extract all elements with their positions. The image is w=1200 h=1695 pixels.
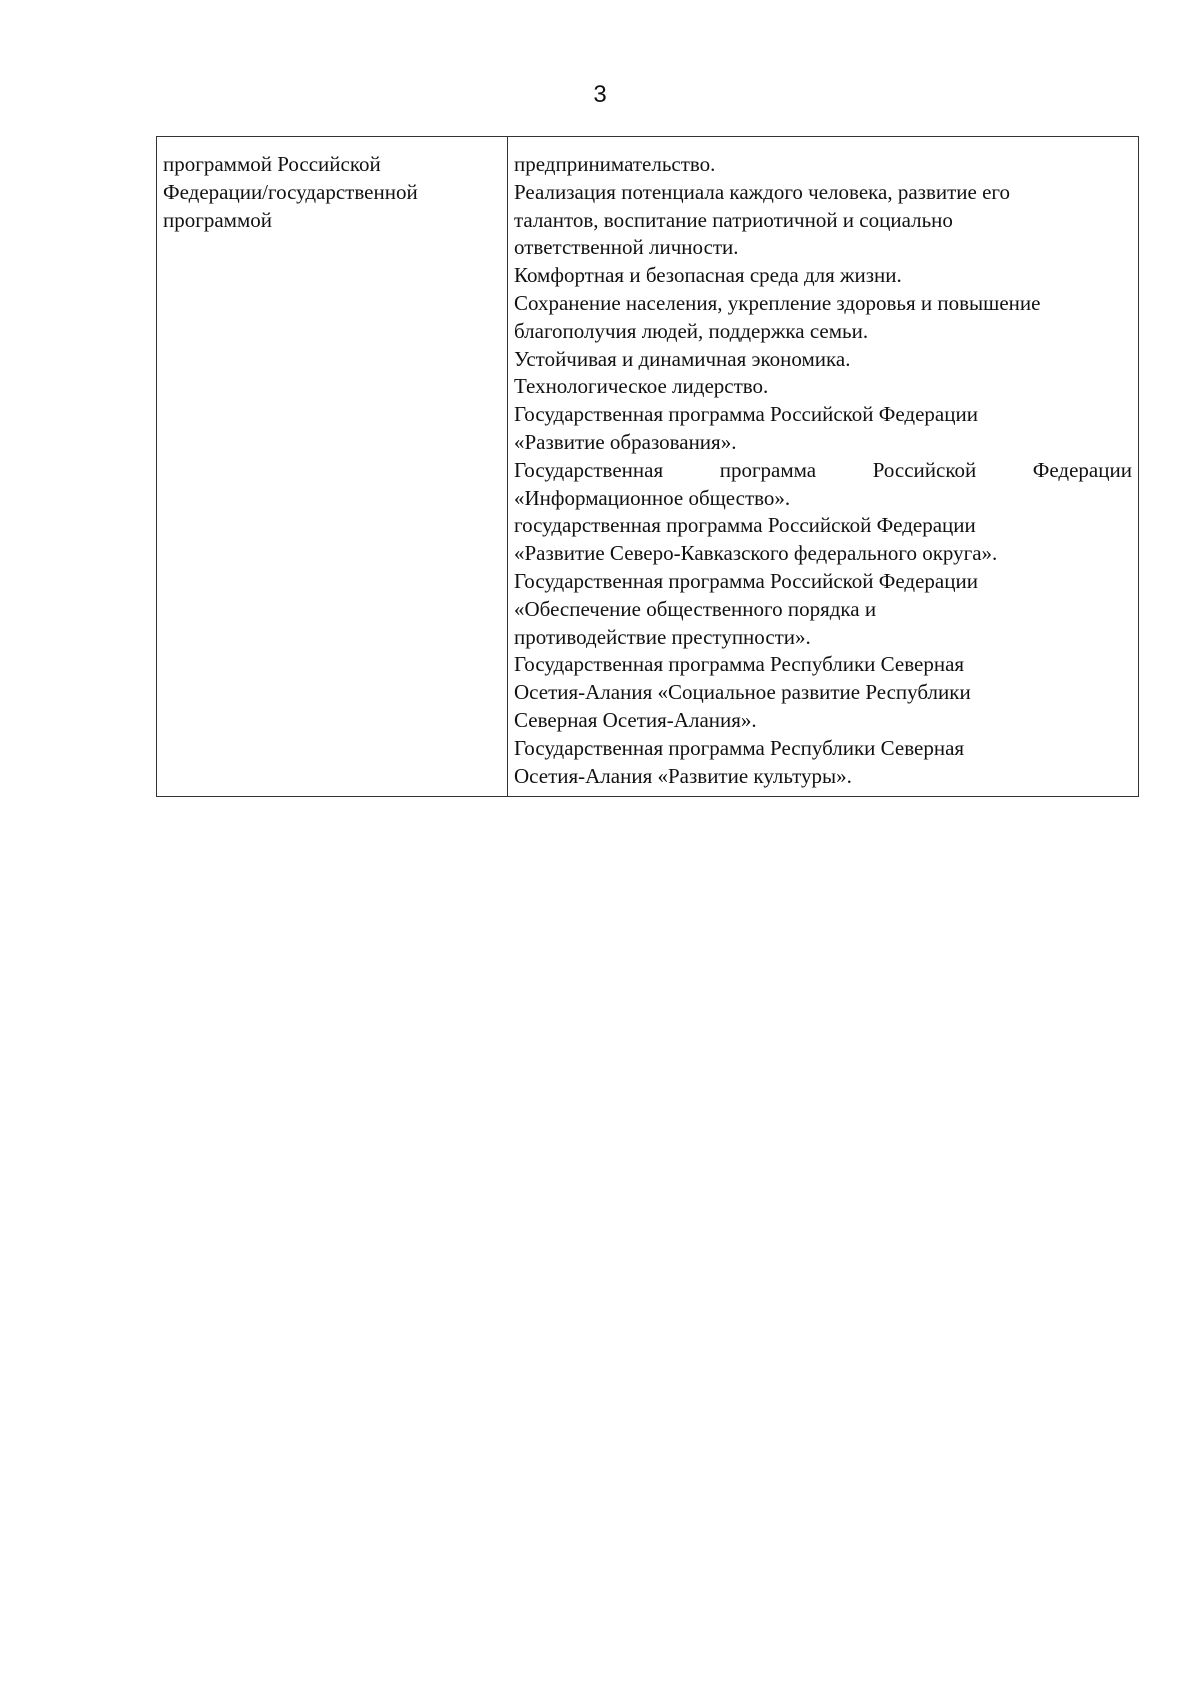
cell-text-line: Государственная программа Республики Северная [514, 652, 965, 677]
cell-text-line: программой Российской [163, 152, 381, 176]
cell-text-line: талантов, воспитание патриотичной и социально [514, 207, 953, 232]
table-cell-right [508, 137, 1139, 797]
cell-text-line: Сохранение населения, укрепление здоровья и повышение [514, 290, 1041, 315]
cell-text-line: Комфортная и безопасная среда для жизни. [514, 263, 902, 288]
cell-text-line: Государственная программа Российской Федерации [514, 402, 978, 427]
justified-word: Федерации [1032, 457, 1132, 482]
cell-text-line: Государственная программа Республики Северная [514, 735, 965, 760]
programs-table [156, 136, 1139, 797]
cell-text-line: «Обеспечение общественного порядка и [514, 596, 877, 621]
cell-text-line: предпринимательство. [514, 152, 716, 176]
cell-text-line: Реализация потенциала каждого человека, развитие его [514, 179, 1011, 204]
justified-word: Российской [872, 457, 977, 482]
justified-word: программа [719, 457, 817, 482]
cell-text-line: Устойчивая и динамичная экономика. [514, 346, 851, 371]
cell-text-line: Осетия-Алания «Развитие культуры». [514, 763, 852, 788]
cell-text-line: Технологическое лидерство. [514, 374, 769, 399]
cell-text-line: программой [163, 207, 272, 232]
page-number: 3 [593, 81, 607, 108]
cell-text-line: «Развитие Северо-Кавказского федерального округа». [514, 541, 998, 566]
cell-text-line: Северная Осетия-Алания». [514, 707, 757, 732]
justified-word: Государственная [514, 457, 664, 482]
cell-text-line-justified [514, 457, 1132, 485]
cell-text-line: противодействие преступности». [514, 624, 811, 649]
cell-text-line: Федерации/государственной [163, 179, 418, 204]
cell-text-line: Осетия-Алания «Социальное развитие Республики [514, 680, 971, 705]
cell-text-line: «Развитие образования». [514, 429, 737, 454]
cell-text-line: «Информационное общество». [514, 485, 791, 510]
table-cell-left [157, 137, 508, 797]
cell-text-line: ответственной личности. [514, 235, 739, 260]
cell-text-line: благополучия людей, поддержка семьи. [514, 318, 869, 343]
table-row [157, 137, 1139, 797]
cell-text-line: государственная программа Российской Федерации [514, 513, 976, 538]
cell-text-line: Государственная программа Российской Федерации [514, 568, 978, 593]
